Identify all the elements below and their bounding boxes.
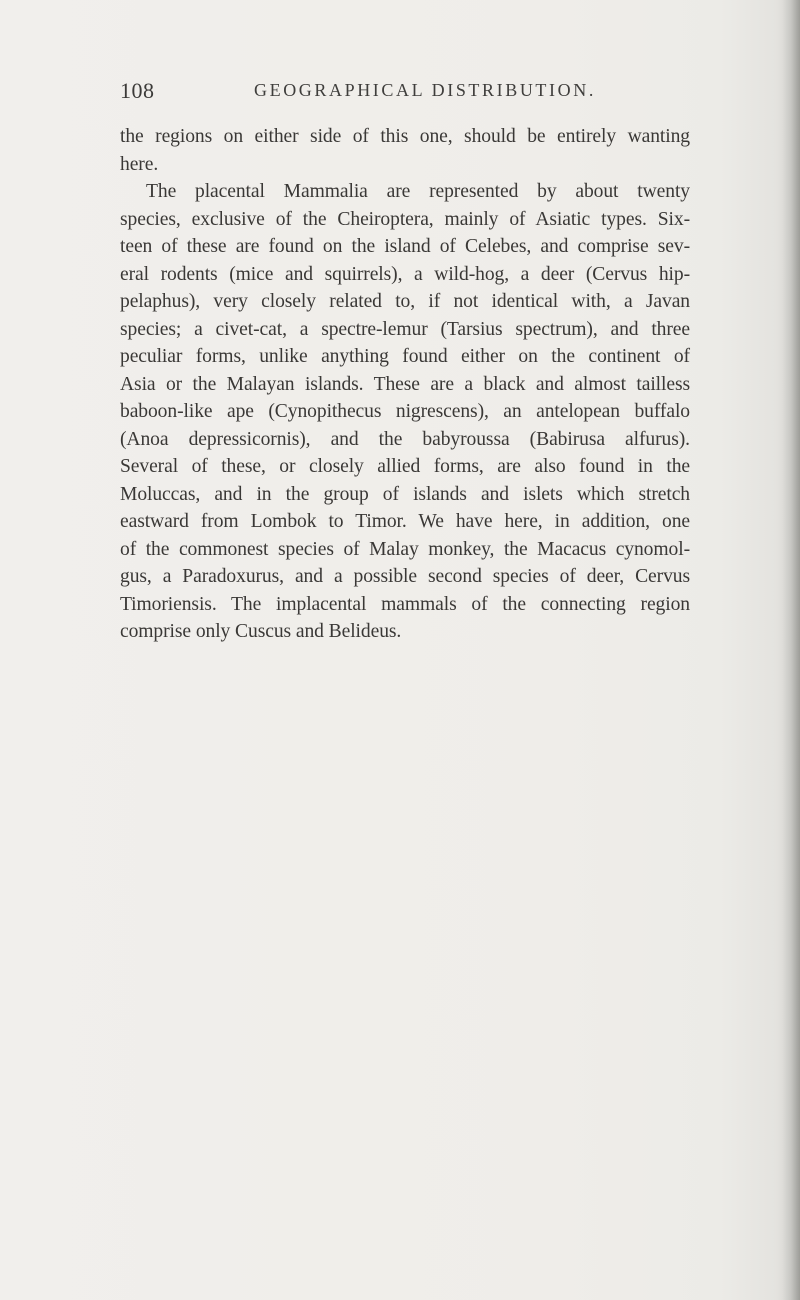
text-line: Timoriensis. The implacental mammals of the connecting region: [120, 593, 690, 615]
text-line: Asia or the Malayan islands. These are a black and almost tailless: [120, 373, 690, 395]
text-line: (Anoa depressicornis), and the babyroussa (Babirusa alfurus).: [120, 428, 690, 450]
text-line: species; a civet-cat, a spectre-lemur (Tarsius spectrum), and three: [120, 318, 690, 340]
text-line: peculiar forms, unlike anything found either on the continent of: [120, 346, 690, 367]
page-header: [120, 78, 690, 106]
text-line: teen of these are found on the island of Celebes, and comprise sev-: [120, 236, 690, 257]
text-line: species, exclusive of the Cheiroptera, mainly of Asiatic types. Six-: [120, 208, 690, 230]
text-line: pelaphus), very closely related to, if not identical with, a Javan: [120, 291, 690, 312]
text-line: Several of these, or closely allied forms, are also found in the: [120, 456, 690, 477]
running-head: GEOGRAPHICAL DISTRIBUTION.: [254, 80, 596, 100]
text-line: baboon-like ape (Cynopithecus nigrescens), an antelopean buffalo: [120, 401, 690, 422]
text-line: eral rodents (mice and squirrels), a wild-hog, a deer (Cervus hip-: [120, 263, 690, 285]
text-line: eastward from Lombok to Timor. We have here, in addition, one: [120, 511, 690, 532]
text-line: here.: [120, 153, 159, 175]
text-line: gus, a Paradoxurus, and a possible second species of deer, Cervus: [120, 566, 690, 587]
body-text: [120, 123, 690, 646]
text-line: of the commonest species of Malay monkey, the Macacus cynomol-: [120, 538, 690, 560]
text-line: comprise only Cuscus and Belideus.: [120, 621, 402, 642]
page-edge-shadow: [782, 0, 800, 1300]
text-line: The placental Mammalia are represented by about twenty: [146, 181, 690, 202]
page-number: 108: [120, 78, 155, 103]
text-line: Moluccas, and in the group of islands and islets which stretch: [120, 483, 690, 505]
text-line: the regions on either side of this one, should be entirely wanting: [120, 126, 690, 147]
